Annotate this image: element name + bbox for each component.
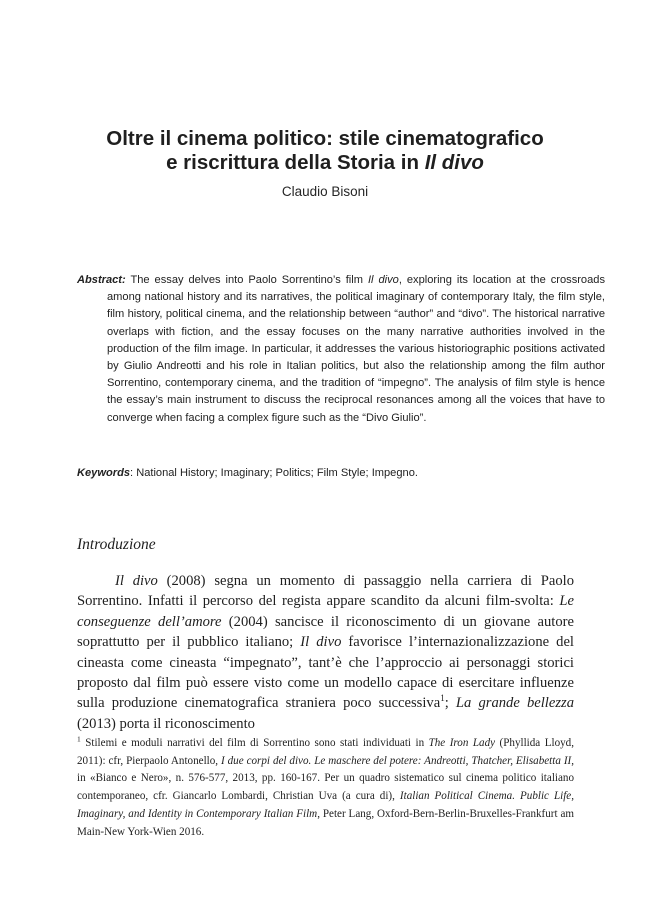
body-italic-4: La grande bellezza <box>455 695 574 712</box>
abstract-label: Abstract: <box>77 274 126 286</box>
body-text-4: ; <box>444 695 456 712</box>
body-text-3: favorisce l’internazionalizzazione del cineasta come cineasta “impegnato”, tant’è che l’approccio ai personaggi storici proposto dal film può essere visto come un modello capace di esercitare influenze sulla produzione cinematografica straniera poco successiva <box>77 634 574 712</box>
footnote-reference[interactable]: 1 <box>440 693 445 704</box>
footnote-text-1: Stilemi e moduli narrativi del film di Sorrentino sono stati individuati in <box>80 737 429 749</box>
keywords-text: : National History; Imaginary; Politics; Film Style; Impegno. <box>130 467 418 479</box>
body-text-1: (2008) segna un momento di passaggio nella carriera di Paolo Sorrentino. Infatti il percorso del regista appare scandito da alcuni film-svolta: <box>77 573 574 610</box>
body-text-5: (2013) porta il riconoscimento <box>77 715 255 732</box>
body-italic-3: Il divo <box>300 634 342 651</box>
footnote-text-2: (Phyllida Lloyd, 2011): cfr, Pierpaolo Antonello, <box>77 737 574 767</box>
footnote-number: 1 <box>77 734 81 744</box>
body-italic-2: Le conseguenze dell’amore <box>77 593 574 630</box>
section-heading: Introduzione <box>77 536 156 553</box>
title-line-2-text: e riscrittura della Storia in <box>166 151 425 174</box>
title-line-2 <box>40 151 610 175</box>
body-italic-1: Il divo <box>115 573 158 589</box>
footnote-italic-2: I due corpi del divo. Le maschere del potere: Andreotti, Thatcher, Elisabetta II <box>221 754 572 767</box>
abstract-text-1: The essay delves into Paolo Sorrentino’s film <box>125 274 368 286</box>
author-name: Claudio Bisoni <box>281 184 369 199</box>
body-text-2: (2004) sancisce il riconoscimento di un giovane autore soprattutto per il pubblico italiano; <box>77 613 574 651</box>
keywords-label: Keywords <box>77 467 131 479</box>
title-line-1: Oltre il cinema politico: stile cinematografico <box>106 127 544 150</box>
footnote-italic-1: The Iron Lady <box>428 737 496 749</box>
footnote-text-4: , Peter Lang, Oxford-Bern-Berlin-Bruxelles-Frankfurt am Main-New York-Wien 2016. <box>77 807 575 838</box>
abstract <box>77 272 605 427</box>
footnote <box>77 735 574 841</box>
footnote-italic-3: Italian Political Cinema. Public Life, Imaginary, and Identity in Contemporary Italian Film <box>77 790 575 820</box>
abstract-text-2: , exploring its location at the crossroads among national history and its narratives, the political imaginary of contemporary Italy, the film style, film history, political cinema, and the relationship between “author” and “divo”. The historical narrative overlaps with fiction, and the essay focuses on the many narrative authorities involved in the production of the film image. In particular, it addresses the various historiographic positions activated by Giulio Andreotti and his role in Italian politics, but also the relationship among the film author Sorrentino, contemporary cinema, and the tradition of “impegno”. The analysis of film style is hence the essay’s main instrument to discuss the reciprocal resonances among all the voices that have to converge when facing a complex figure such as the “Divo Giulio”. <box>107 274 605 424</box>
keywords <box>77 467 575 479</box>
title-film-name: Il divo <box>424 151 484 174</box>
abstract-film-name: Il divo <box>367 274 399 286</box>
body-paragraph <box>77 571 574 734</box>
footnote-text-3: , in «Bianco e Nero», n. 576-577, 2013, pp. 160-167. Per un quadro sistematico sul cinema politico italiano contemporaneo, cfr. Giancarlo Lombardi, Christian Uva (a cura di), <box>77 754 574 803</box>
article-title <box>40 127 610 175</box>
